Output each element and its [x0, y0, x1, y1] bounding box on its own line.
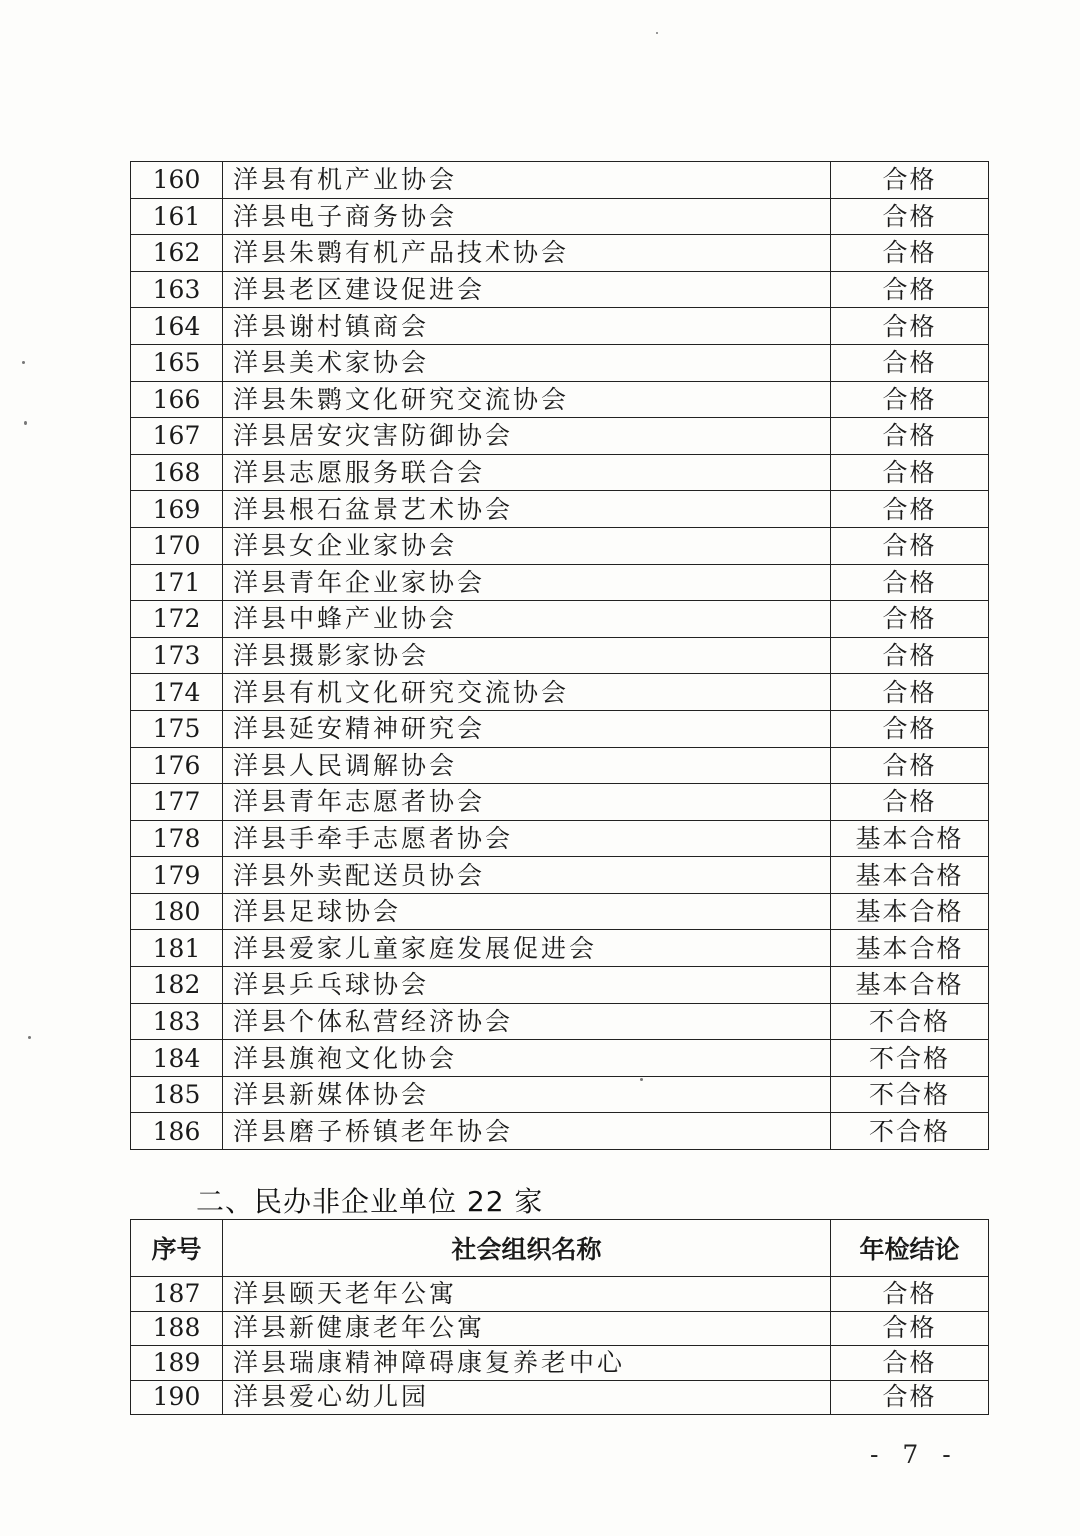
serial-number-cell: 175: [131, 710, 223, 747]
inspection-result-cell: 合格: [831, 491, 989, 528]
organization-name-cell: 洋县颐天老年公寓: [223, 1277, 831, 1312]
annual-inspection-table-social-groups: [130, 161, 989, 1150]
section-heading: 二、民办非企业单位 22 家: [196, 1185, 544, 1218]
inspection-result-cell: 基本合格: [831, 857, 989, 894]
header-row: [131, 1220, 989, 1277]
inspection-result-cell: 合格: [831, 454, 989, 491]
inspection-result-cell: 合格: [831, 747, 989, 784]
table-row: [131, 820, 989, 857]
inspection-result-cell: 合格: [831, 418, 989, 455]
inspection-result-cell: 不合格: [831, 1003, 989, 1040]
organization-name-cell: 洋县磨子桥镇老年协会: [223, 1113, 831, 1150]
table-row: [131, 198, 989, 235]
scan-speck: [22, 361, 25, 364]
serial-number-cell: 165: [131, 344, 223, 381]
table-row: [131, 235, 989, 272]
organization-name-cell: 洋县旗袍文化协会: [223, 1040, 831, 1077]
inspection-result-cell: 合格: [831, 710, 989, 747]
header-serial-number: 序号: [131, 1220, 223, 1277]
page-number: - 7 -: [870, 1440, 959, 1469]
serial-number-cell: 186: [131, 1113, 223, 1150]
organization-name-cell: 洋县根石盆景艺术协会: [223, 491, 831, 528]
table-row: [131, 381, 989, 418]
serial-number-cell: 179: [131, 857, 223, 894]
inspection-result-cell: 合格: [831, 344, 989, 381]
inspection-result-cell: 合格: [831, 601, 989, 638]
table-row: [131, 747, 989, 784]
organization-name-cell: 洋县青年志愿者协会: [223, 784, 831, 821]
table-row: [131, 454, 989, 491]
serial-number-cell: 184: [131, 1040, 223, 1077]
serial-number-cell: 185: [131, 1076, 223, 1113]
serial-number-cell: 188: [131, 1311, 223, 1346]
table-row: [131, 893, 989, 930]
organization-name-cell: 洋县爱心幼儿园: [223, 1380, 831, 1415]
table-row: [131, 784, 989, 821]
table-row: [131, 1113, 989, 1150]
table-row: [131, 162, 989, 199]
serial-number-cell: 171: [131, 564, 223, 601]
table-row: [131, 967, 989, 1004]
serial-number-cell: 168: [131, 454, 223, 491]
inspection-result-cell: 合格: [831, 198, 989, 235]
organization-name-cell: 洋县有机产业协会: [223, 162, 831, 199]
scan-speck: [656, 32, 658, 34]
inspection-result-cell: 合格: [831, 527, 989, 564]
inspection-result-cell: 合格: [831, 564, 989, 601]
table-row: [131, 344, 989, 381]
serial-number-cell: 172: [131, 601, 223, 638]
organization-name-cell: 洋县摄影家协会: [223, 637, 831, 674]
table-row: [131, 1076, 989, 1113]
serial-number-cell: 161: [131, 198, 223, 235]
serial-number-cell: 166: [131, 381, 223, 418]
serial-number-cell: 174: [131, 674, 223, 711]
table-row: [131, 1346, 989, 1381]
header-inspection-result: 年检结论: [831, 1220, 989, 1277]
organization-name-cell: 洋县美术家协会: [223, 344, 831, 381]
serial-number-cell: 173: [131, 637, 223, 674]
inspection-result-cell: 基本合格: [831, 893, 989, 930]
serial-number-cell: 163: [131, 271, 223, 308]
table-row: [131, 491, 989, 528]
organization-name-cell: 洋县足球协会: [223, 893, 831, 930]
organization-name-cell: 洋县中蜂产业协会: [223, 601, 831, 638]
scan-speck: [28, 1036, 31, 1039]
organization-name-cell: 洋县老区建设促进会: [223, 271, 831, 308]
serial-number-cell: 187: [131, 1277, 223, 1312]
header-organization-name: 社会组织名称: [223, 1220, 831, 1277]
table-row: [131, 710, 989, 747]
organization-name-cell: 洋县朱鹮文化研究交流协会: [223, 381, 831, 418]
table-row: [131, 418, 989, 455]
organization-name-cell: 洋县电子商务协会: [223, 198, 831, 235]
organization-name-cell: 洋县有机文化研究交流协会: [223, 674, 831, 711]
organization-name-cell: 洋县青年企业家协会: [223, 564, 831, 601]
organization-name-cell: 洋县延安精神研究会: [223, 710, 831, 747]
inspection-result-cell: 不合格: [831, 1113, 989, 1150]
organization-name-cell: 洋县爱家儿童家庭发展促进会: [223, 930, 831, 967]
serial-number-cell: 170: [131, 527, 223, 564]
serial-number-cell: 189: [131, 1346, 223, 1381]
inspection-result-cell: 合格: [831, 1277, 989, 1312]
inspection-result-cell: 合格: [831, 308, 989, 345]
organization-name-cell: 洋县志愿服务联合会: [223, 454, 831, 491]
inspection-result-cell: 合格: [831, 162, 989, 199]
serial-number-cell: 183: [131, 1003, 223, 1040]
organization-name-cell: 洋县瑞康精神障碍康复养老中心: [223, 1346, 831, 1381]
inspection-result-cell: 合格: [831, 784, 989, 821]
inspection-result-cell: 合格: [831, 381, 989, 418]
scan-speck: [640, 1078, 643, 1081]
serial-number-cell: 177: [131, 784, 223, 821]
organization-name-cell: 洋县乒乓球协会: [223, 967, 831, 1004]
table-row: [131, 930, 989, 967]
table-row: [131, 527, 989, 564]
inspection-result-cell: 合格: [831, 1380, 989, 1415]
inspection-result-cell: 不合格: [831, 1076, 989, 1113]
serial-number-cell: 160: [131, 162, 223, 199]
table-body: [131, 1277, 989, 1415]
organization-name-cell: 洋县手牵手志愿者协会: [223, 820, 831, 857]
table-body: [131, 162, 989, 1150]
serial-number-cell: 164: [131, 308, 223, 345]
annual-inspection-table-private-non-enterprise: [130, 1219, 989, 1415]
serial-number-cell: 176: [131, 747, 223, 784]
serial-number-cell: 182: [131, 967, 223, 1004]
serial-number-cell: 190: [131, 1380, 223, 1415]
inspection-result-cell: 合格: [831, 637, 989, 674]
serial-number-cell: 169: [131, 491, 223, 528]
table-row: [131, 1277, 989, 1312]
serial-number-cell: 181: [131, 930, 223, 967]
inspection-result-cell: 合格: [831, 235, 989, 272]
inspection-result-cell: 基本合格: [831, 930, 989, 967]
table-row: [131, 564, 989, 601]
table-row: [131, 308, 989, 345]
organization-name-cell: 洋县外卖配送员协会: [223, 857, 831, 894]
organization-name-cell: 洋县个体私营经济协会: [223, 1003, 831, 1040]
table-header: [131, 1220, 989, 1277]
organization-name-cell: 洋县女企业家协会: [223, 527, 831, 564]
scan-speck: [24, 421, 27, 425]
inspection-result-cell: 合格: [831, 674, 989, 711]
serial-number-cell: 162: [131, 235, 223, 272]
table-row: [131, 674, 989, 711]
organization-name-cell: 洋县新健康老年公寓: [223, 1311, 831, 1346]
table-row: [131, 857, 989, 894]
organization-name-cell: 洋县人民调解协会: [223, 747, 831, 784]
table-row: [131, 1040, 989, 1077]
inspection-result-cell: 合格: [831, 1311, 989, 1346]
table-row: [131, 1311, 989, 1346]
inspection-result-cell: 基本合格: [831, 967, 989, 1004]
table-row: [131, 637, 989, 674]
serial-number-cell: 180: [131, 893, 223, 930]
table-row: [131, 271, 989, 308]
serial-number-cell: 167: [131, 418, 223, 455]
table-row: [131, 1003, 989, 1040]
table-row: [131, 1380, 989, 1415]
inspection-result-cell: 合格: [831, 1346, 989, 1381]
organization-name-cell: 洋县新媒体协会: [223, 1076, 831, 1113]
inspection-result-cell: 合格: [831, 271, 989, 308]
inspection-result-cell: 基本合格: [831, 820, 989, 857]
organization-name-cell: 洋县谢村镇商会: [223, 308, 831, 345]
serial-number-cell: 178: [131, 820, 223, 857]
organization-name-cell: 洋县朱鹮有机产品技术协会: [223, 235, 831, 272]
organization-name-cell: 洋县居安灾害防御协会: [223, 418, 831, 455]
table-row: [131, 601, 989, 638]
inspection-result-cell: 不合格: [831, 1040, 989, 1077]
